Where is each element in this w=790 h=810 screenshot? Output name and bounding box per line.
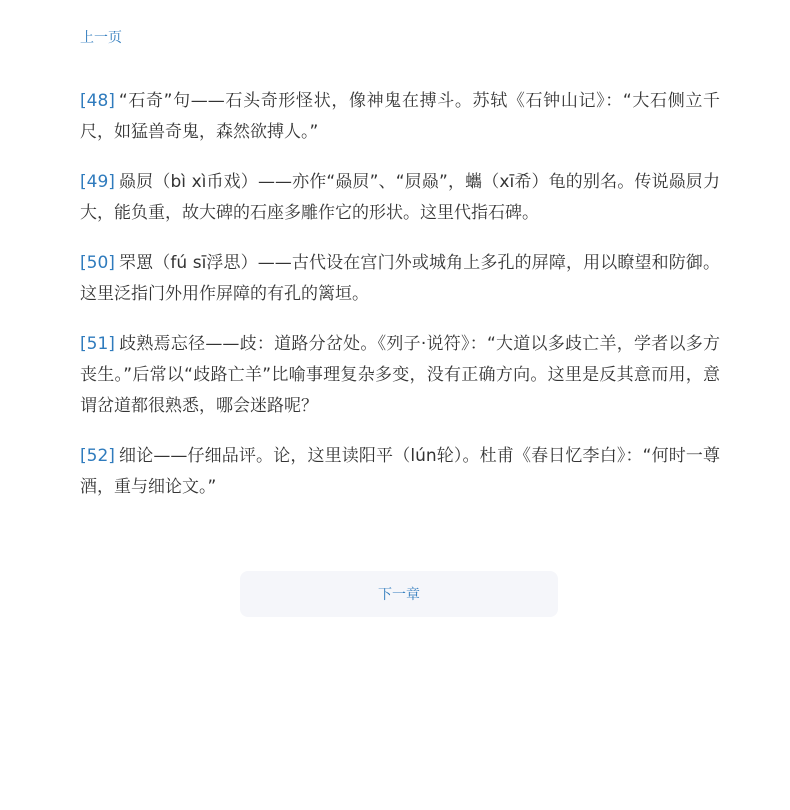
note-51 <box>80 329 720 422</box>
note-text-52: 细论——仔细品评。论，这里读阳平（lún轮）。杜甫《春日忆李白》：“何时一尊酒，重与细论文。” <box>80 446 720 497</box>
note-50 <box>80 248 720 310</box>
next-chapter-button[interactable] <box>240 571 558 617</box>
note-ref-52[interactable]: [52] <box>80 446 115 466</box>
note-48 <box>80 86 720 148</box>
note-ref-49[interactable]: [49] <box>80 172 115 192</box>
note-text-50: 罘罳（fú sī浮思）——古代设在宫门外或城角上多孔的屏障，用以瞭望和防御。这里泛指门外用作屏障的有孔的篱垣。 <box>80 253 720 304</box>
prev-page-link[interactable]: 上一页 <box>80 30 122 46</box>
note-ref-51[interactable]: [51] <box>80 334 115 354</box>
note-ref-50[interactable]: [50] <box>80 253 115 273</box>
note-49 <box>80 167 720 229</box>
note-ref-48[interactable]: [48] <box>80 91 115 111</box>
note-text-51: 歧熟焉忘径——歧：道路分岔处。《列子·说符》：“大道以多歧亡羊，学者以多方丧生。”后常以“歧路亡羊”比喻事理复杂多变，没有正确方向。这里是反其意而用，意谓岔道都很熟悉，哪会迷路呢？ <box>80 334 720 416</box>
note-text-48: “石奇”句——石头奇形怪状，像神鬼在搏斗。苏轼《石钟山记》：“大石侧立千尺，如猛兽奇鬼，森然欲搏人。” <box>80 91 720 142</box>
note-52 <box>80 441 720 503</box>
next-chapter-label: 下一章 <box>378 587 420 603</box>
notes-list <box>80 86 720 522</box>
note-text-49: 赑屃（bì xì币戏）——亦作“赑屃”、“屃赑”，蠵（xī希）龟的别名。传说赑屃力大，能负重，故大碑的石座多雕作它的形状。这里代指石碑。 <box>80 172 720 223</box>
